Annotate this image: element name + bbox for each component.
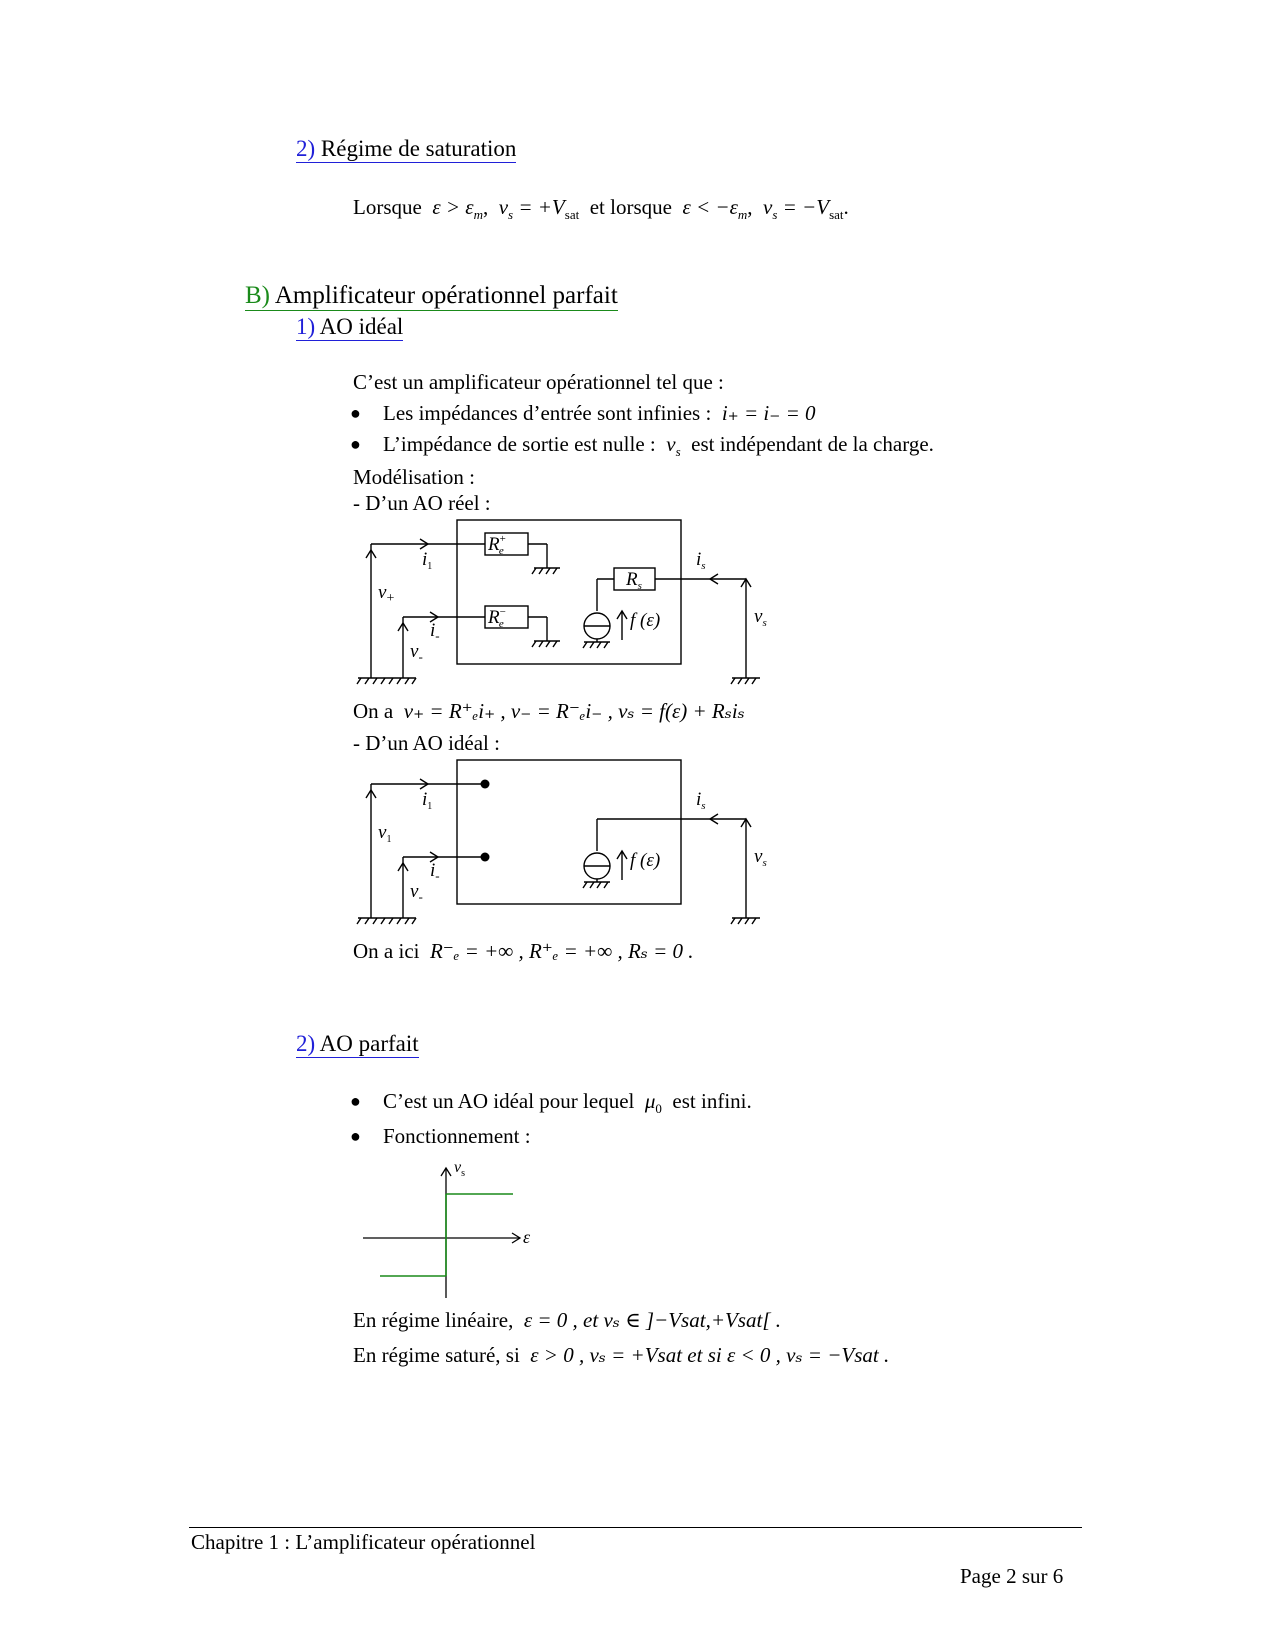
label-is: $i_s$ <box>696 549 706 572</box>
ao-reel-label: - D’un AO réel : <box>353 491 491 515</box>
heading-number: 2) <box>296 136 316 161</box>
regime-lineaire-line: En régime linéaire, ε = 0 , et vₛ ∈ ]−Vsat,+Vsat[ . <box>353 1308 781 1332</box>
section-b-number: B) <box>245 282 270 309</box>
label-is: $i_s$ <box>696 789 706 812</box>
label-re-minus: R− e <box>488 606 506 630</box>
ideal-bullet-2: L’impédance de sortie est nulle : $v_s$ est indépendant de la charge. <box>383 432 934 459</box>
ideal-bullet-1: Les impédances d’entrée sont infinies : i₊ = i₋ = 0 <box>383 401 816 425</box>
label-rs: $R_s$ <box>626 569 642 592</box>
heading-ao-ideal <box>296 314 403 340</box>
graph-y-label: $v_s$ <box>454 1159 466 1179</box>
graph-x-label: ε <box>523 1227 531 1247</box>
parfait-bullet-2: Fonctionnement : <box>383 1124 531 1148</box>
ao-ideal-number: 1) <box>296 314 316 339</box>
label-v1: $v_1$ <box>378 822 392 845</box>
label-vminus: $v_-$ <box>410 881 423 904</box>
label-vs: $v_s$ <box>754 846 767 869</box>
bullet-dot: ● <box>350 1126 361 1146</box>
res1: $v_s = +V_{sat}$ <box>498 195 580 222</box>
res2: $v_s = -V_{sat}$ <box>763 195 844 222</box>
regime-sature-line: En régime saturé, si ε > 0 , vₛ = +Vsat et si ε < 0 , vₛ = −Vsat . <box>353 1343 890 1367</box>
label-iminus: $i_-$ <box>430 860 440 883</box>
heading-title: Régime de saturation <box>320 136 517 161</box>
diagram-ao-ideal <box>350 755 790 930</box>
transfer-graph <box>355 1158 535 1303</box>
modelisation-label: Modélisation : <box>353 465 475 489</box>
ao-box <box>457 760 681 904</box>
ao-ideal-label: - D’un AO idéal : <box>353 731 500 755</box>
label-iminus: $i_-$ <box>430 620 440 643</box>
transfer-curve <box>380 1194 513 1276</box>
input-node-plus <box>481 780 490 789</box>
section-b-title: Amplificateur opérationnel parfait <box>274 282 618 309</box>
bullet-dot: ● <box>350 434 361 454</box>
saturation-line: Lorsque $\varepsilon > \varepsilon_m$, $v_s = +V_{sat}$ et lorsque $\varepsilon < -\varepsilon_m$, $v_s = -V_{sat}$. <box>353 195 849 222</box>
ideal-intro: C’est un amplificateur opérationnel tel que : <box>353 370 724 394</box>
label-vplus: $v_+$ <box>378 582 395 606</box>
label-feps: f (ε) <box>630 610 661 631</box>
eq-reel: On a v₊ = R⁺ₑi₊ , v₋ = R⁻ₑi₋ , vₛ = f(ε) + Rₛiₛ <box>353 699 745 723</box>
ao-ideal-title: AO idéal <box>319 314 404 339</box>
heading-regime-saturation <box>296 136 516 162</box>
label-feps: f (ε) <box>630 850 661 871</box>
eq-ideal: On a ici R⁻ₑ = +∞ , R⁺ₑ = +∞ , Rₛ = 0 . <box>353 939 694 963</box>
bullet-dot: ● <box>350 403 361 423</box>
footer-page: Page 2 sur 6 <box>960 1564 1064 1588</box>
footer-chapter: Chapitre 1 : L’amplificateur opérationnel <box>191 1530 536 1554</box>
et-lorsque-text: et lorsque <box>589 195 672 219</box>
label-i1: $i_1$ <box>422 549 433 572</box>
cond1: $\varepsilon > \varepsilon_m$ <box>432 195 483 222</box>
label-vminus: $v_-$ <box>410 641 423 664</box>
ao-parfait-title: AO parfait <box>319 1031 419 1056</box>
lorsque-text: Lorsque <box>353 195 422 219</box>
bullet-dot: ● <box>350 1091 361 1111</box>
footer-rule <box>189 1527 1082 1528</box>
label-vs: $v_s$ <box>754 606 767 629</box>
label-re-plus: R+ e <box>488 533 506 557</box>
ao-parfait-number: 2) <box>296 1031 316 1056</box>
diagram-ao-reel <box>350 515 790 690</box>
parfait-bullet-1: C’est un AO idéal pour lequel $\mu_0$ est infini. <box>383 1089 752 1116</box>
label-i1: $i_1$ <box>422 789 433 812</box>
heading-ao-parfait <box>296 1031 419 1057</box>
heading-section-b <box>245 282 618 310</box>
cond2: $\varepsilon < -\varepsilon_m$ <box>682 195 748 222</box>
input-node-minus <box>481 853 490 862</box>
